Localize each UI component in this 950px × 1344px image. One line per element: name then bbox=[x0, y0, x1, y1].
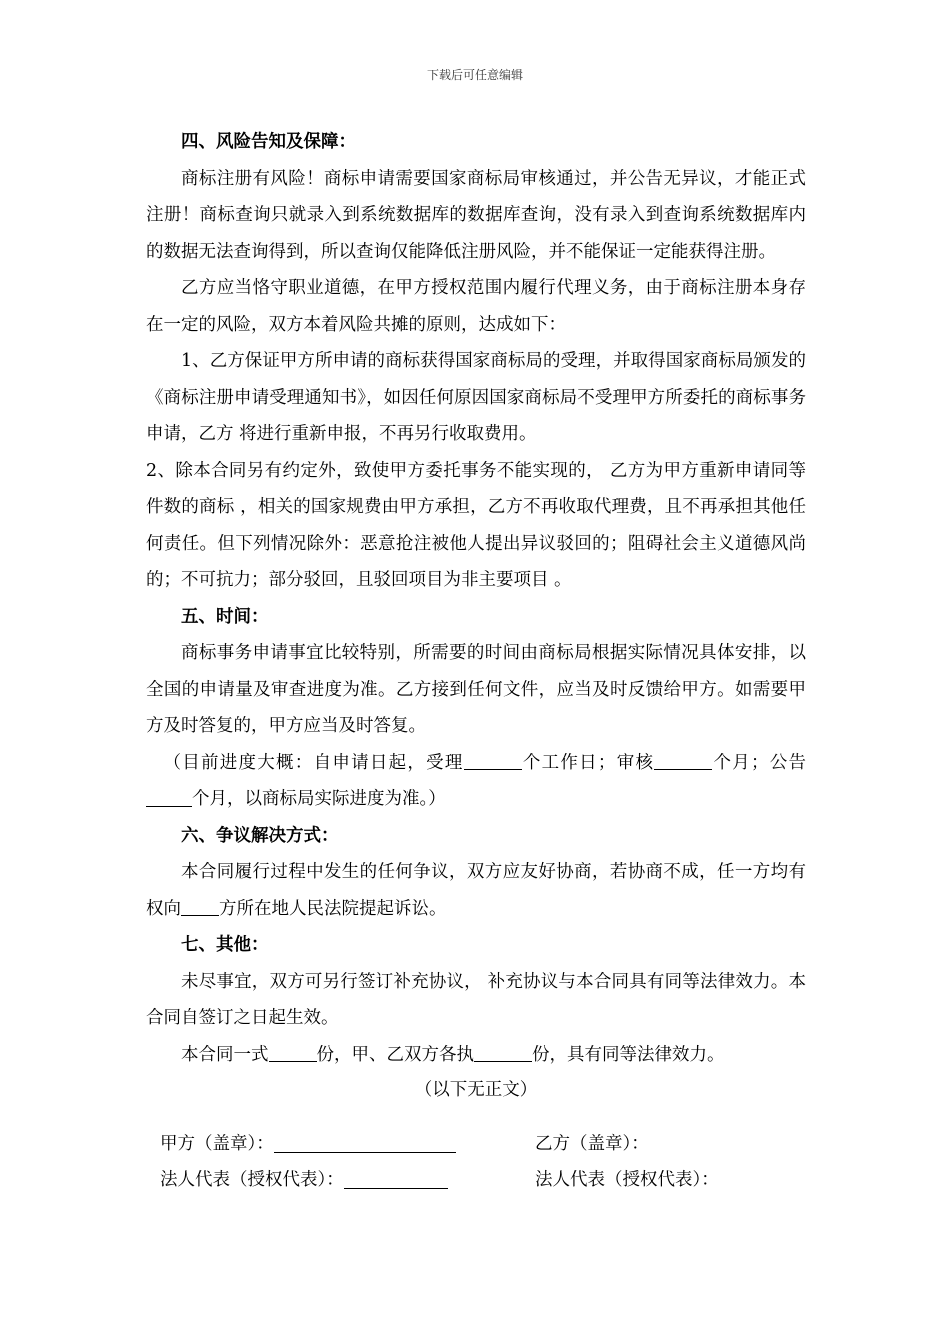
review-months-blank[interactable] bbox=[654, 750, 712, 770]
party-a-seal bbox=[160, 1130, 456, 1155]
party-a-seal-line[interactable] bbox=[274, 1132, 456, 1152]
total-copies-blank[interactable] bbox=[269, 1042, 317, 1062]
section-4-title: 四、风险告知及保障： bbox=[181, 132, 356, 152]
party-b-seal-label: 乙方（盖章）： bbox=[535, 1134, 649, 1154]
page-header: 下载后可任意编辑 bbox=[426, 68, 523, 82]
rep-b-label: 法人代表（授权代表）： bbox=[535, 1170, 719, 1190]
progress-text-2: 个工作日；审核 bbox=[521, 752, 655, 773]
acceptance-days-blank[interactable] bbox=[464, 750, 522, 770]
section-7-paragraph-2 bbox=[146, 1037, 806, 1074]
court-party-blank[interactable] bbox=[181, 896, 219, 916]
representative-a bbox=[160, 1166, 448, 1191]
section-4-paragraph-2: 乙方应当恪守职业道德，在甲方授权范围内履行代理义务，由于商标注册本身存在一定的风险，双方本着风险共摊的原则，达成如下： bbox=[146, 278, 806, 335]
section-4-paragraph-1: 商标注册有风险！商标申请需要国家商标局审核通过，并公告无异议，才能正式注册！商标查询只就录入到系统数据库的数据库查询，没有录入到查询系统数据库内的数据无法查询得到，所以查询仅能降低注册风险，并不能保证一定能获得注册。 bbox=[146, 168, 806, 262]
contract-body bbox=[146, 124, 806, 1107]
section-4-clause-1: 1、乙方保证甲方所申请的商标获得国家商标局的受理，并取得国家商标局颁发的《商标注册申请受理通知书》，如因任何原因国家商标局不受理甲方所委托的商标事务申请，乙方 将进行重新申报，不再另行收取费用。 bbox=[146, 351, 806, 444]
publication-months-blank[interactable] bbox=[146, 786, 192, 806]
section-7-title: 七、其他： bbox=[181, 935, 269, 955]
section-7-paragraph-1: 未尽事宜，双方可另行签订补充协议， 补充协议与本合同具有同等法律效力。本合同自签订之日起生效。 bbox=[146, 971, 806, 1028]
progress-text-1: （目前进度大概：自申请日起，受理 bbox=[163, 752, 464, 773]
section-5-paragraph-1: 商标事务申请事宜比较特别，所需要的时间由商标局根据实际情况具体安排，以全国的申请量及审查进度为准。乙方接到任何文件，应当及时反馈给甲方。如需要甲方及时答复的，甲方应当及时答复。 bbox=[146, 643, 806, 736]
end-of-text: （以下无正文） bbox=[414, 1080, 538, 1100]
rep-a-label: 法人代表（授权代表）： bbox=[160, 1170, 344, 1190]
each-copies-blank[interactable] bbox=[474, 1042, 532, 1062]
copies-text-1: 本合同一式 bbox=[181, 1044, 269, 1065]
section-5-progress bbox=[146, 745, 806, 818]
rep-a-line[interactable] bbox=[344, 1168, 448, 1188]
dispute-text-1: 本合同履行过程中发生的任何争议，双方应友好协商，若协商不成，任一方均有权向 bbox=[146, 862, 806, 919]
party-a-label: 甲方（盖章）： bbox=[160, 1134, 274, 1154]
section-4-clause-2: 2、除本合同另有约定外，致使甲方委托事务不能实现的， 乙方为甲方重新申请同等件数的商标 ，相关的国家规费由甲方承担，乙方不再收取代理费，且不再承担其他任何责任。但下列情况除外：恶意抢注被他人提出异议驳回的；阻碍社会主义道德风尚的；不可抗力；部分驳回，且驳回项目为非主要项目 。 bbox=[146, 460, 806, 590]
section-6-paragraph bbox=[146, 854, 806, 927]
section-6-title: 六、争议解决方式： bbox=[181, 825, 339, 846]
progress-text-3: 个月；公告 bbox=[712, 752, 807, 773]
dispute-text-2: 方所在地人民法院提起诉讼。 bbox=[219, 898, 447, 919]
section-5-title: 五、时间： bbox=[181, 606, 269, 627]
progress-text-4: 个月，以商标局实际进度为准。） bbox=[192, 789, 446, 809]
copies-text-3: 份，具有同等法律效力。 bbox=[532, 1044, 725, 1065]
copies-text-2: 份，甲、乙双方各执 bbox=[316, 1044, 474, 1065]
